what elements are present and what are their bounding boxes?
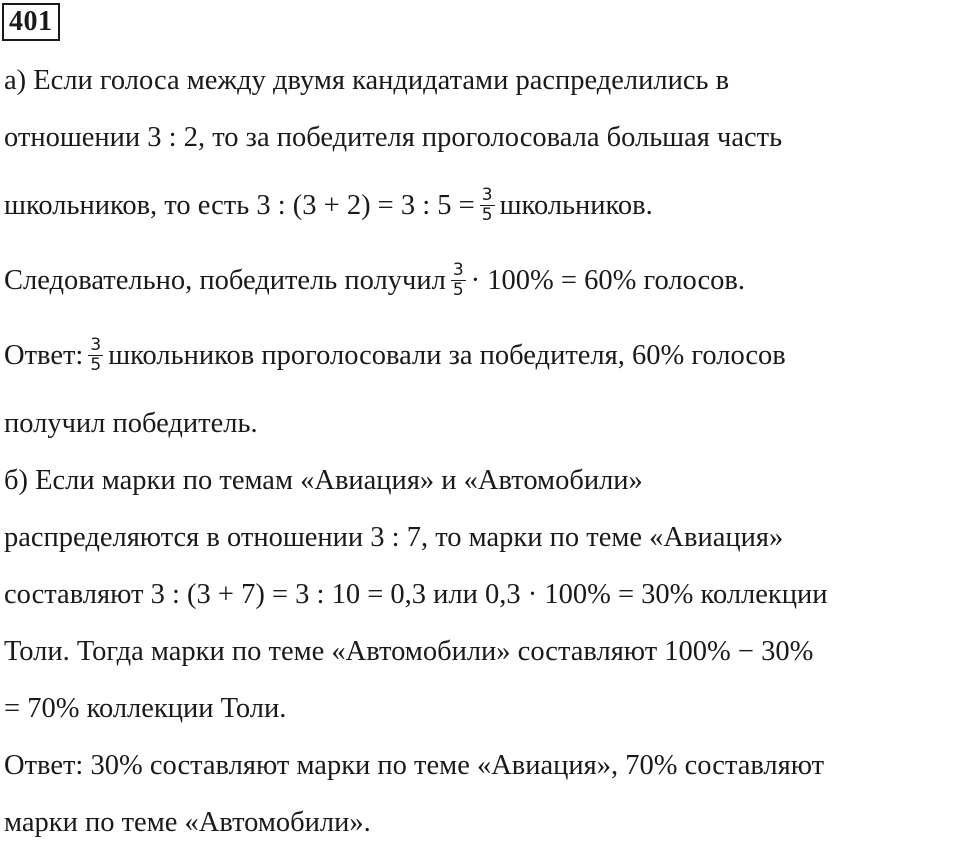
part-b-line-5: = 70% коллекции Толи.: [4, 693, 287, 724]
part-b-answer-line-2: марки по теме «Автомобили».: [4, 807, 371, 838]
part-a-line-1: а) Если голоса между двумя кандидатами распределились в: [4, 65, 730, 96]
part-a-line-4-text: Следовательно, победитель получил: [4, 265, 446, 296]
fraction-numerator: 3: [452, 259, 464, 280]
fraction-numerator: 3: [481, 184, 493, 205]
fraction-denominator: 5: [452, 279, 464, 300]
part-b-line-4: Толи. Тогда марки по теме «Автомобили» составляют 100% − 30%: [4, 636, 814, 667]
part-b-line-3: составляют 3 : (3 + 7) = 3 : 10 = 0,3 или 0,3 · 100% = 30% коллекции: [4, 579, 828, 610]
fraction-denominator: 5: [90, 354, 102, 375]
part-a-line-4: [4, 261, 745, 301]
part-a-line-3-tail: школьников.: [499, 190, 653, 221]
part-a-answer-label: Ответ:: [4, 340, 84, 371]
fraction-three-fifths: [451, 261, 466, 300]
part-b-line-1: б) Если марки по темам «Авиация» и «Автомобили»: [4, 465, 643, 496]
problem-number: 401: [2, 3, 60, 41]
fraction-denominator: 5: [481, 204, 493, 225]
part-b-answer-line-1: Ответ: 30% составляют марки по теме «Авиация», 70% составляют: [4, 750, 825, 781]
part-a-answer-line-2: получил победитель.: [4, 408, 258, 439]
part-b-line-2: распределяются в отношении 3 : 7, то марки по теме «Авиация»: [4, 522, 784, 553]
part-a-line-3: [4, 186, 653, 226]
part-a-line-2: отношении 3 : 2, то за победителя проголосовала большая часть: [4, 122, 783, 153]
fraction-three-fifths: [88, 336, 103, 375]
part-a-answer-line-1: [4, 336, 786, 376]
part-a-answer-text: школьников проголосовали за победителя, 60% голосов: [108, 340, 786, 371]
fraction-numerator: 3: [90, 334, 102, 355]
fraction-three-fifths: [480, 186, 495, 225]
part-a-line-4-tail: · 100% = 60% голосов.: [470, 265, 745, 296]
part-a-line-3-text: школьников, то есть 3 : (3 + 2) = 3 : 5 =: [4, 190, 475, 221]
